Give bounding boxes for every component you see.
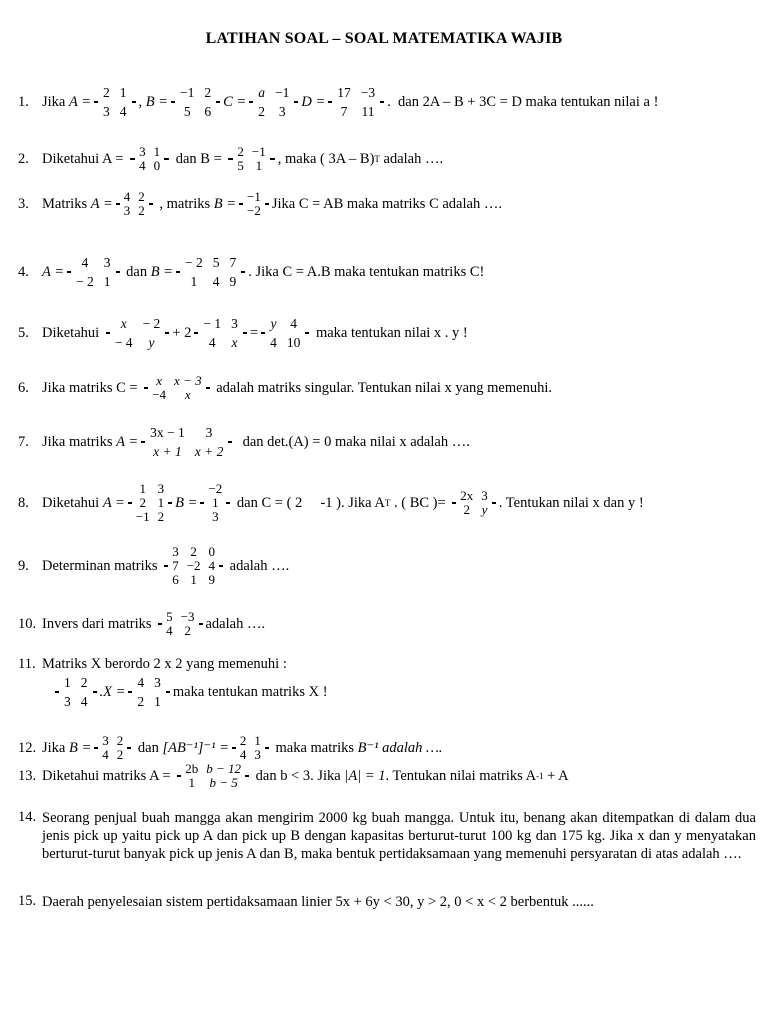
bracket-right (380, 101, 384, 103)
bracket-right (127, 747, 131, 749)
bracket-right (216, 101, 220, 103)
bracket-right (165, 332, 169, 334)
matrix-cell: 2 (139, 495, 146, 510)
matrix-cell: b − 5 (209, 775, 238, 790)
matrix-cell: 4 (139, 158, 146, 173)
question-number: 9. (18, 557, 29, 574)
matrix-b (239, 190, 269, 218)
matrix-cell: 2 (258, 104, 265, 119)
matrix-cell: 4 (208, 335, 216, 350)
question-number: 1. (18, 93, 29, 110)
matrix-cell: 4 (290, 316, 297, 331)
matrix-1 (55, 673, 97, 711)
bracket-right (164, 158, 169, 160)
question-number: 14. (18, 809, 37, 825)
matrix-cell: 4 (166, 623, 173, 638)
matrix-cell: x (120, 316, 127, 331)
matrix (164, 545, 223, 587)
bracket-right (294, 101, 298, 103)
matrix-d (328, 83, 384, 121)
matrix-a (94, 83, 136, 121)
matrix-cell: 2 (138, 203, 145, 218)
matrix-b (94, 734, 131, 762)
bracket-right (166, 691, 170, 693)
matrix-cell: 2 (239, 733, 247, 748)
matrix-cell: −4 (152, 387, 167, 402)
bracket-right (93, 691, 97, 693)
matrix-1 (106, 314, 170, 352)
matrix-cell: 3x − 1 (150, 425, 185, 440)
matrix-cell: 2 (190, 544, 197, 559)
matrix-cell: 1 (139, 481, 146, 496)
matrix-cell: x (184, 387, 191, 402)
matrix-result (452, 489, 496, 517)
bracket-right (226, 502, 230, 504)
question-10: 10. Invers dari matriks 5 −3 4 2 adalah …. (18, 609, 266, 638)
matrix-cell: y (270, 316, 277, 331)
matrix-cell: 4 (137, 675, 145, 690)
bracket-right (132, 101, 136, 103)
question-number: 4. (18, 263, 29, 280)
question-number: 2. (18, 150, 29, 167)
matrix-cell: 3 (157, 481, 165, 496)
matrix-b (228, 145, 274, 173)
matrix-cell: 2 (204, 85, 212, 100)
matrix-cell: 2 (116, 747, 124, 762)
matrix-cell: 2 (138, 189, 145, 204)
matrix-cell: 9 (208, 572, 216, 587)
matrix-cell: 1 (190, 274, 198, 289)
matrix-cell: − 2 (184, 255, 203, 270)
matrix-cell: 3 (205, 425, 213, 440)
question-number: 6. (18, 379, 29, 396)
question-number: 12. (18, 739, 37, 756)
matrix-cell: x (231, 335, 238, 350)
question-4: 4. A = 4 3 − 2 1 dan B = − 2 5 7 1 4 9 . Jika C = A.B maka tentukan matriks C! (18, 255, 485, 289)
question-7: 7. Jika matriks A = 3x − 1 3 x + 1 x + 2 dan det.(A) = 0 maka nilai x adalah …. (18, 425, 470, 459)
question-5: 5. Diketahui x − 2 − 4 y + 2 − 1 3 4 x = y 4 4 10 maka tentukan nilai x . y ! (18, 316, 468, 350)
matrix-cell: 5 (183, 104, 191, 119)
matrix-cell: 2 (116, 733, 124, 748)
question-12: 12. Jika B = 3 2 4 2 dan [AB⁻¹]⁻¹ = 2 1 4 3 maka matriks B⁻¹ adalah …. (18, 733, 443, 762)
matrix-cell: −1 (180, 85, 195, 100)
bracket-right (199, 623, 203, 625)
question-13: 13. Diketahui matriks A = 2b b − 12 1 b − 5 dan b < 3. Jika |A| = 1 . Tentukan nilai matriks A -1 + A (18, 761, 569, 790)
matrix-cell: 4 (123, 189, 131, 204)
matrix-cell: − 2 (142, 316, 161, 331)
question-number: 15. (18, 893, 37, 909)
matrix-cell: 2x (460, 488, 474, 503)
matrix-cell: −1 (247, 189, 261, 204)
matrix-cell: x − 3 (174, 373, 202, 388)
matrix-b (176, 253, 245, 291)
question-number: 5. (18, 324, 29, 341)
matrix-cell: −2 (186, 558, 201, 573)
matrix-cell: −1 (275, 85, 290, 100)
bracket-right (168, 502, 172, 504)
bracket-right (270, 158, 275, 160)
matrix-cell: 2 (237, 144, 244, 159)
matrix-cell: 3 (64, 694, 71, 709)
matrix-c (144, 374, 209, 402)
bracket-right (116, 271, 120, 273)
matrix-cell: 6 (204, 104, 212, 119)
matrix-cell: 1 (157, 495, 165, 510)
matrix-cell: 1 (188, 775, 195, 790)
matrix-cell: −2 (208, 481, 223, 496)
matrix-cell: 1 (119, 85, 127, 100)
matrix-cell: 3 (212, 509, 219, 524)
matrix-cell: − 4 (114, 335, 133, 350)
matrix-cell: 10 (286, 335, 301, 350)
matrix-cell: 7 (340, 104, 348, 119)
page-title: LATIHAN SOAL – SOAL MATEMATIKA WAJIB (205, 30, 563, 47)
bracket-right (305, 332, 309, 334)
matrix-cell: 11 (361, 104, 375, 119)
matrix-cell: 3 (231, 316, 238, 331)
matrix-cell: 3 (254, 747, 261, 762)
matrix-cell: 4 (80, 694, 88, 709)
matrix-cell: 2 (80, 675, 88, 690)
question-number: 3. (18, 195, 29, 212)
matrix-cell: 2 (137, 694, 145, 709)
question-2: 2. Diketahui A = 3 1 4 0 dan B = 2 −1 5 1 , maka ( 3A – B) T adalah …. (18, 144, 444, 173)
matrix-cell: 17 (337, 85, 351, 100)
matrix-cell: x + 1 (153, 444, 182, 459)
matrix-cell: 0 (208, 544, 216, 559)
matrix-cell: 1 (154, 694, 161, 709)
matrix-cell: −1 (135, 509, 150, 524)
question-1: 1. Jika A = 2 1 3 4 , B = −1 2 5 6 C = a −1 2 3 D = 17 −3 7 11 . dan 2A – B + 3C = D maka tentukan nilai a ! (18, 85, 659, 119)
matrix-cell: −1 (251, 144, 266, 159)
matrix-cell: 9 (229, 274, 237, 289)
matrix-cell: 5 (212, 255, 220, 270)
question-6: 6. Jika matriks C = x x − 3 −4 x adalah matriks singular. Tentukan nilai x yang memenuhi. (18, 373, 552, 402)
matrix-cell: 3 (103, 104, 110, 119)
matrix-b (200, 482, 230, 524)
bracket-right (219, 565, 223, 567)
question-15: Daerah penyelesaian sistem pertidaksamaan linier 5x + 6y < 30, y > 2, 0 < x < 2 berbentuk ...... (42, 894, 594, 910)
question-number: 13. (18, 767, 37, 784)
question-11: 11. Matriks X berordo 2 x 2 yang memenuhi : (18, 656, 287, 672)
bracket-right (265, 747, 269, 749)
matrix-cell: 1 (153, 144, 161, 159)
bracket-right (265, 203, 269, 205)
matrix-cell: 2 (463, 502, 471, 517)
matrix-b (171, 83, 220, 121)
matrix-cell: 1 (190, 572, 197, 587)
matrix-c (249, 83, 298, 121)
bracket-right (243, 332, 247, 334)
bracket-right (149, 203, 153, 205)
matrix-cell: 3 (123, 203, 131, 218)
matrix-cell: 3 (139, 144, 146, 159)
matrix-cell: x + 2 (194, 444, 224, 459)
matrix-cell: 1 (254, 733, 261, 748)
matrix-cell: 5 (166, 609, 173, 624)
matrix-cell: a (258, 85, 265, 100)
matrix-cell: −2 (247, 203, 261, 218)
question-8: 8. Diketahui A = 1 3 2 1 −1 2 B = −2 1 3 dan C = ( 2 -1 ). Jika A T . ( BC )= 2x 3 2 y . Tentukan nilai x dan y ! (18, 481, 644, 524)
matrix-cell: 7 (229, 255, 237, 270)
matrix (158, 610, 202, 638)
bracket-right (245, 775, 249, 777)
matrix-a (128, 482, 172, 524)
matrix-cell: 1 (64, 675, 71, 690)
matrix-cell: y (148, 335, 155, 350)
question-3: 3. Matriks A = 4 2 3 2 , matriks B = −1 −2 Jika C = AB maka matriks C adalah …. (18, 189, 502, 218)
matrix-a (116, 190, 153, 218)
matrix-cell: −3 (180, 609, 195, 624)
matrix-a (130, 145, 169, 173)
matrix-a (177, 762, 249, 790)
matrix-cell: 3 (103, 255, 111, 270)
matrix-cell: 3 (172, 544, 179, 559)
matrix-result (232, 734, 269, 762)
matrix-cell: 4 (239, 747, 247, 762)
bracket-right (206, 387, 210, 389)
matrix-cell: 3 (481, 488, 488, 503)
matrix-cell: 2b (185, 761, 199, 776)
bracket-right (228, 441, 232, 443)
matrix-3 (261, 314, 309, 352)
matrix-cell: − 2 (76, 274, 94, 289)
question-number: 8. (18, 494, 29, 511)
matrix-cell: 4 (212, 274, 220, 289)
matrix-cell: 3 (278, 104, 286, 119)
matrix-cell: 6 (172, 572, 179, 587)
question-14: Seorang penjual buah mangga akan mengirim 2000 kg buah mangga. Untuk itu, benang akan ditempatkan di dalam dua jenis pick up yaitu pick up A dan pick up B dengan kapasitas berturut-turut 100 kg dan 175 kg. Jika x dan y menyatakan berturut-turut banyak pick up jenis A dan B, maka bentuk pertidaksamaan yang memenuhi persyaratan di atas adalah …. (42, 810, 756, 862)
matrix-cell: x (156, 373, 163, 388)
matrix-2 (194, 314, 247, 352)
matrix-cell: 5 (237, 158, 244, 173)
matrix-cell: 4 (208, 558, 216, 573)
matrix-cell: 7 (172, 558, 179, 573)
question-number: 7. (18, 433, 29, 450)
question-number: 10. (18, 615, 37, 632)
matrix-cell: 2 (103, 85, 110, 100)
matrix-cell: 1 (103, 274, 111, 289)
bracket-right (492, 502, 496, 504)
matrix-cell: 3 (102, 733, 109, 748)
matrix-cell: −3 (360, 85, 376, 100)
matrix-cell: 4 (270, 335, 277, 350)
matrix-cell: 4 (102, 747, 109, 762)
matrix-cell: − 1 (203, 316, 222, 331)
matrix-cell: b − 12 (206, 761, 242, 776)
matrix-cell: 3 (154, 675, 161, 690)
matrix-cell: 0 (153, 158, 161, 173)
matrix-a (67, 253, 120, 291)
matrix-cell: 1 (212, 495, 219, 510)
matrix-2 (128, 673, 170, 711)
matrix-cell: 4 (119, 104, 127, 119)
matrix-a (141, 423, 232, 461)
matrix-cell: 1 (255, 158, 263, 173)
matrix-cell: 4 (81, 255, 89, 270)
question-9: 9. Determinan matriks 3 2 0 7 −2 4 6 1 9 adalah …. (18, 544, 290, 587)
question-11-equation: 1 2 3 4 .X = 4 3 2 1 maka tentukan matriks X ! (52, 673, 758, 711)
matrix-cell: 2 (184, 623, 191, 638)
matrix-cell: 2 (157, 509, 165, 524)
question-number: 11. (18, 656, 36, 672)
bracket-right (241, 271, 245, 273)
matrix-cell: y (481, 502, 488, 517)
